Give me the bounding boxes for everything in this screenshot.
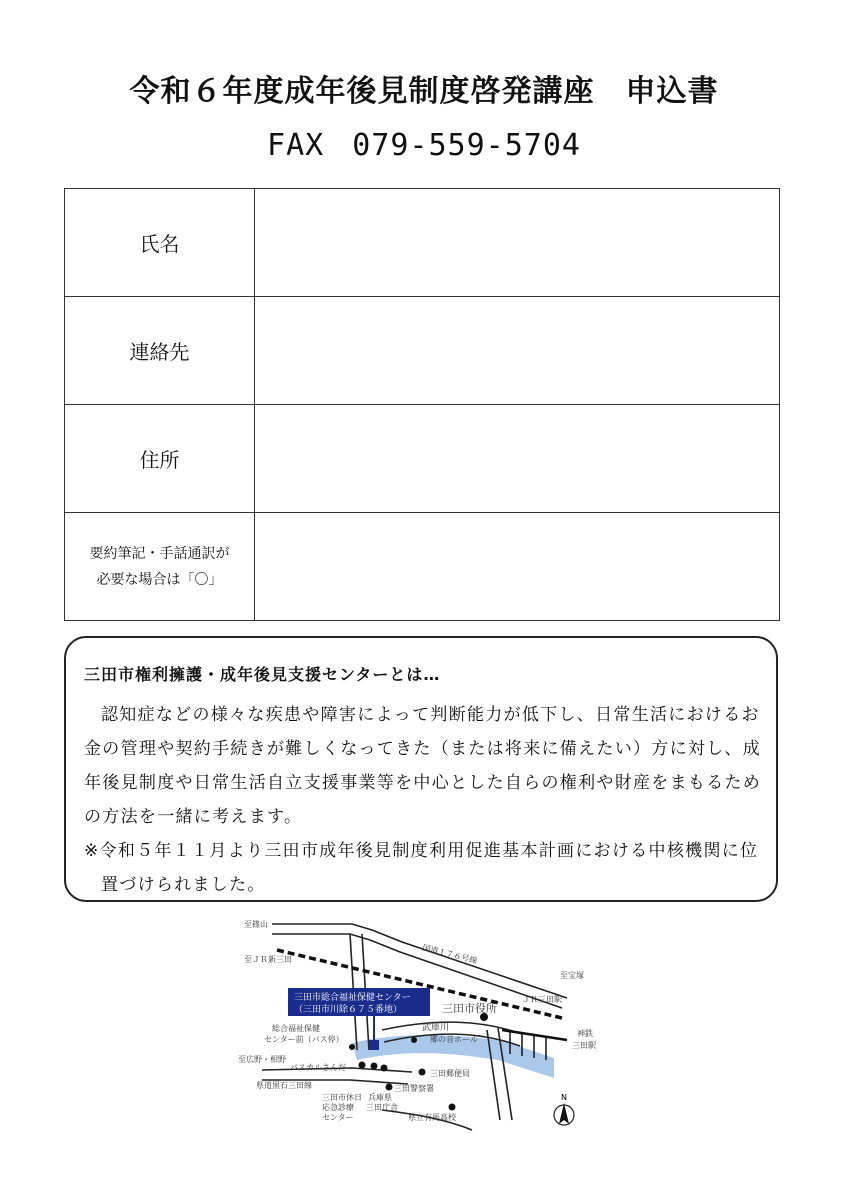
address-field[interactable] (255, 405, 780, 513)
pref-dot (381, 1065, 388, 1072)
info-paragraph: 認知症などの様々な疾患や障害によって判断能力が低下し、日常生活におけるお金の管理や契約手続きが難しくなってきた（または将来に備えたい）方に対し、成年後見制度や日常生活自立支援事業等を中心とした自らの権利や財産をまもるための方法を一緒に考えます。 (84, 705, 762, 827)
contact-label: 連絡先 (65, 297, 255, 405)
label-city-hall: 三田市役所 (442, 1002, 497, 1015)
clinic-dot (371, 1063, 378, 1070)
post-office-dot (419, 1069, 426, 1076)
label-route176: 国道１７６号線 (421, 943, 479, 966)
interpretation-label (65, 513, 255, 621)
bus-stop-dot (349, 1044, 355, 1050)
info-box (64, 636, 778, 902)
label-clinic-line3: センター (322, 1113, 354, 1122)
contact-field[interactable] (255, 297, 780, 405)
center-label-line1: 三田市総合福祉保健センター (294, 993, 411, 1003)
label-pascal: パスカルさんだ (290, 1063, 346, 1072)
interpretation-label-line1: 要約筆記・手話通訳が (89, 545, 230, 562)
name-label: 氏名 (65, 189, 255, 297)
access-map (232, 910, 602, 1150)
fax-number: 079-559-5704 (352, 128, 581, 163)
label-high-school: 県立有馬高校 (408, 1113, 456, 1122)
page-title: 令和６年度成年後見制度啓発講座 申込書 (129, 74, 719, 109)
high-school-dot (449, 1104, 456, 1111)
info-body (84, 698, 764, 902)
center-marker (369, 1040, 379, 1050)
pascal-dot (359, 1062, 366, 1069)
fax-label: FAX (267, 128, 325, 163)
name-field[interactable] (255, 189, 780, 297)
label-pref-line2: 三田庁舎 (366, 1103, 398, 1112)
label-hall: 郷の音ホール (430, 1035, 478, 1044)
north-arrow-icon (554, 1093, 574, 1125)
application-form (64, 188, 780, 621)
label-bus-stop-line1: 総合福祉保健 (272, 1024, 320, 1033)
info-heading: 三田市権利擁護・成年後見支援センターとは… (84, 665, 441, 684)
label-route-line: 県道黒石三田線 (256, 1081, 312, 1090)
police-dot (386, 1084, 393, 1091)
form-row-contact (65, 297, 780, 405)
label-hirono: 至広野・相野 (238, 1055, 286, 1064)
form-row-address (65, 405, 780, 513)
label-post-office: 三田郵便局 (430, 1069, 470, 1078)
center-label-line2: （三田市川除６７５番地） (294, 1005, 403, 1015)
label-bus-stop-line2: センター前（バス停） (264, 1035, 344, 1044)
form-row-name (65, 189, 780, 297)
label-kobe-line1: 神鉄 (577, 1029, 593, 1038)
label-police: 三田警察署 (394, 1084, 434, 1093)
label-clinic-line1: 三田市休日 (322, 1093, 362, 1102)
interpretation-label-line2: 必要な場合は「〇」 (96, 571, 223, 588)
label-mukogawa: 武庫川 (422, 1023, 450, 1033)
label-clinic-line2: 応急診療 (322, 1103, 354, 1112)
label-kobe-line2: 三田駅 (572, 1041, 596, 1050)
hall-dot (411, 1037, 417, 1043)
label-jr-shinsanda: 至ＪＲ新三田 (244, 955, 292, 964)
north-label: N (561, 1093, 567, 1102)
info-note: ※令和５年１１月より三田市成年後見制度利用促進基本計画における中核機関に位置づけられました。 (84, 841, 759, 895)
map-labels (238, 919, 596, 1122)
label-jr-sanda: ＪＲ三田駅 (522, 995, 562, 1004)
form-row-interpretation (65, 513, 780, 621)
fax-line (0, 128, 848, 163)
interpretation-field[interactable] (255, 513, 780, 621)
address-label: 住所 (65, 405, 255, 513)
label-takarazuka: 至宝塚 (560, 971, 584, 980)
label-pref-line1: 兵庫県 (368, 1093, 392, 1102)
label-shiki: 至篠山 (244, 920, 268, 929)
